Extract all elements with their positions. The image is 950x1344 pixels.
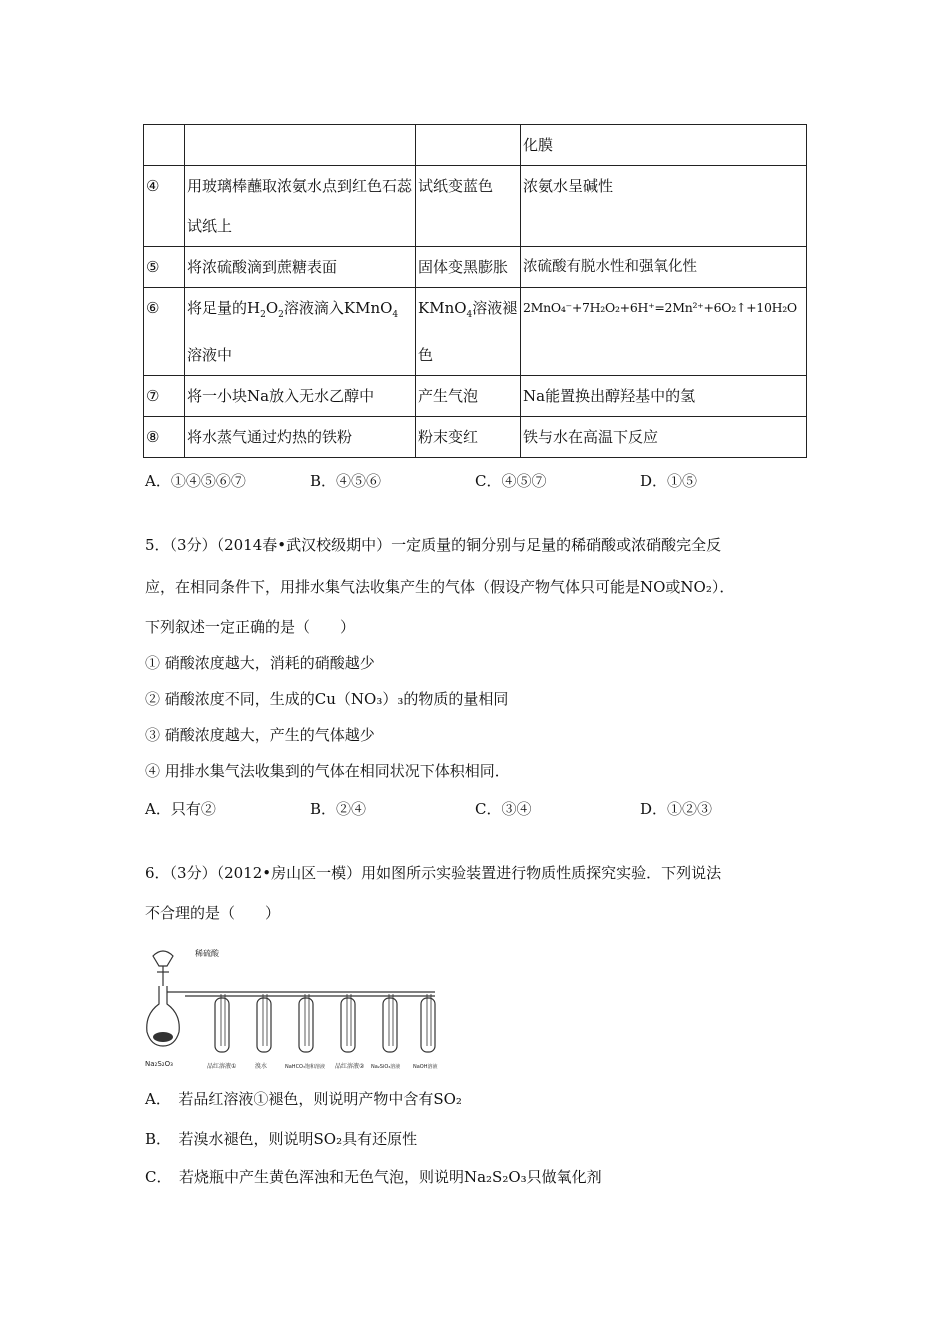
row-operation	[185, 125, 416, 166]
row-operation: 将浓硫酸滴到蔗糖表面	[185, 247, 416, 288]
solid-reactant-icon	[153, 1032, 173, 1042]
funnel-icon	[153, 951, 173, 966]
tube-label: NaHCO₃饱和溶液	[285, 1064, 325, 1070]
q5-statement-1: ① 硝酸浓度越大，消耗的硝酸越少	[145, 654, 375, 672]
row-num: ⑦	[144, 376, 185, 417]
q5-option-d: D．①②③	[640, 800, 713, 818]
q4-option-d: D．①⑤	[640, 472, 698, 490]
row-conclusion: 2MnO₄⁻+7H₂O₂+6H⁺=2Mn²⁺+6O₂↑+10H₂O	[521, 288, 807, 376]
table-row	[144, 166, 807, 247]
q6-stem-line1: 6．（3分）（2012•房山区一模）用如图所示实验装置进行物质性质探究实验．下列说法	[145, 864, 722, 882]
row-phenomenon	[416, 125, 521, 166]
experiment-table	[143, 124, 807, 458]
q6-stem-line2: 不合理的是（ ）	[145, 904, 281, 922]
row-conclusion: Na能置换出醇羟基中的氢	[521, 376, 807, 417]
row-num: ⑧	[144, 417, 185, 458]
q6-option-b: B． 若溴水褪色，则说明SO₂具有还原性	[145, 1130, 418, 1148]
row-num: ⑤	[144, 247, 185, 288]
test-tubes	[215, 998, 435, 1052]
row-num: ⑥	[144, 288, 185, 376]
row-operation: 将一小块Na放入无水乙醇中	[185, 376, 416, 417]
tube-label: NaOH溶液	[413, 1064, 438, 1070]
row-operation: 将足量的$H_2O_2$溶液滴入KMnO$_4$溶液中	[185, 288, 416, 376]
tube-label: Na₂SiO₃溶液	[371, 1064, 401, 1070]
tube-label: 溴水	[255, 1063, 268, 1070]
q5-option-b: B．②④	[310, 800, 367, 818]
q6-option-a: A． 若品红溶液①褪色，则说明产物中含有SO₂	[145, 1090, 462, 1108]
table-row	[144, 247, 807, 288]
row-conclusion: 化膜	[521, 125, 807, 166]
q4-option-a: A．①④⑤⑥⑦	[145, 472, 246, 490]
q5-stem-line3: 下列叙述一定正确的是（ ）	[145, 618, 356, 636]
row-phenomenon: 产生气泡	[416, 376, 521, 417]
row-num	[144, 125, 185, 166]
row-conclusion: 浓硫酸有脱水性和强氧化性	[521, 247, 807, 288]
q5-statement-3: ③ 硝酸浓度越大，产生的气体越少	[145, 726, 375, 744]
table-row	[144, 417, 807, 458]
q5-stem-line1: 5．（3分）（2014春•武汉校级期中）一定质量的铜分别与足量的稀硝酸或浓硝酸完全反	[145, 536, 722, 554]
tube-label: 品红溶液①	[207, 1063, 237, 1070]
q4-option-c: C．④⑤⑦	[475, 472, 547, 490]
row-phenomenon: KMnO$_4$溶液褪色	[416, 288, 521, 376]
tube-label: 品红溶液②	[335, 1063, 365, 1070]
q5-statement-2: ② 硝酸浓度不同，生成的Cu（NO₃）₃的物质的量相同	[145, 690, 509, 708]
experiment-apparatus-figure	[145, 942, 445, 1072]
row-conclusion: 浓氨水呈碱性	[521, 166, 807, 247]
row-conclusion: 铁与水在高温下反应	[521, 417, 807, 458]
flask-label: Na₂S₂O₃	[145, 1060, 173, 1068]
q6-option-c: C． 若烧瓶中产生黄色浑浊和无色气泡，则说明Na₂S₂O₃只做氧化剂	[145, 1168, 602, 1186]
table-row	[144, 125, 807, 166]
q4-option-b: B．④⑤⑥	[310, 472, 382, 490]
table-row	[144, 376, 807, 417]
q5-option-a: A．只有②	[145, 800, 216, 818]
row-num: ④	[144, 166, 185, 247]
q5-statement-4: ④ 用排水集气法收集到的气体在相同状况下体积相同．	[145, 762, 510, 780]
q5-option-c: C．③④	[475, 800, 532, 818]
row-phenomenon: 粉末变红	[416, 417, 521, 458]
table-row	[144, 288, 807, 376]
row-operation: 用玻璃棒蘸取浓氨水点到红色石蕊试纸上	[185, 166, 416, 247]
row-operation: 将水蒸气通过灼热的铁粉	[185, 417, 416, 458]
row-phenomenon: 试纸变蓝色	[416, 166, 521, 247]
q5-stem-line2: 应，在相同条件下，用排水集气法收集产生的气体（假设产物气体只可能是NO或NO₂）．	[145, 578, 735, 596]
acid-label: 稀硫酸	[195, 949, 219, 958]
row-phenomenon: 固体变黑膨胀	[416, 247, 521, 288]
